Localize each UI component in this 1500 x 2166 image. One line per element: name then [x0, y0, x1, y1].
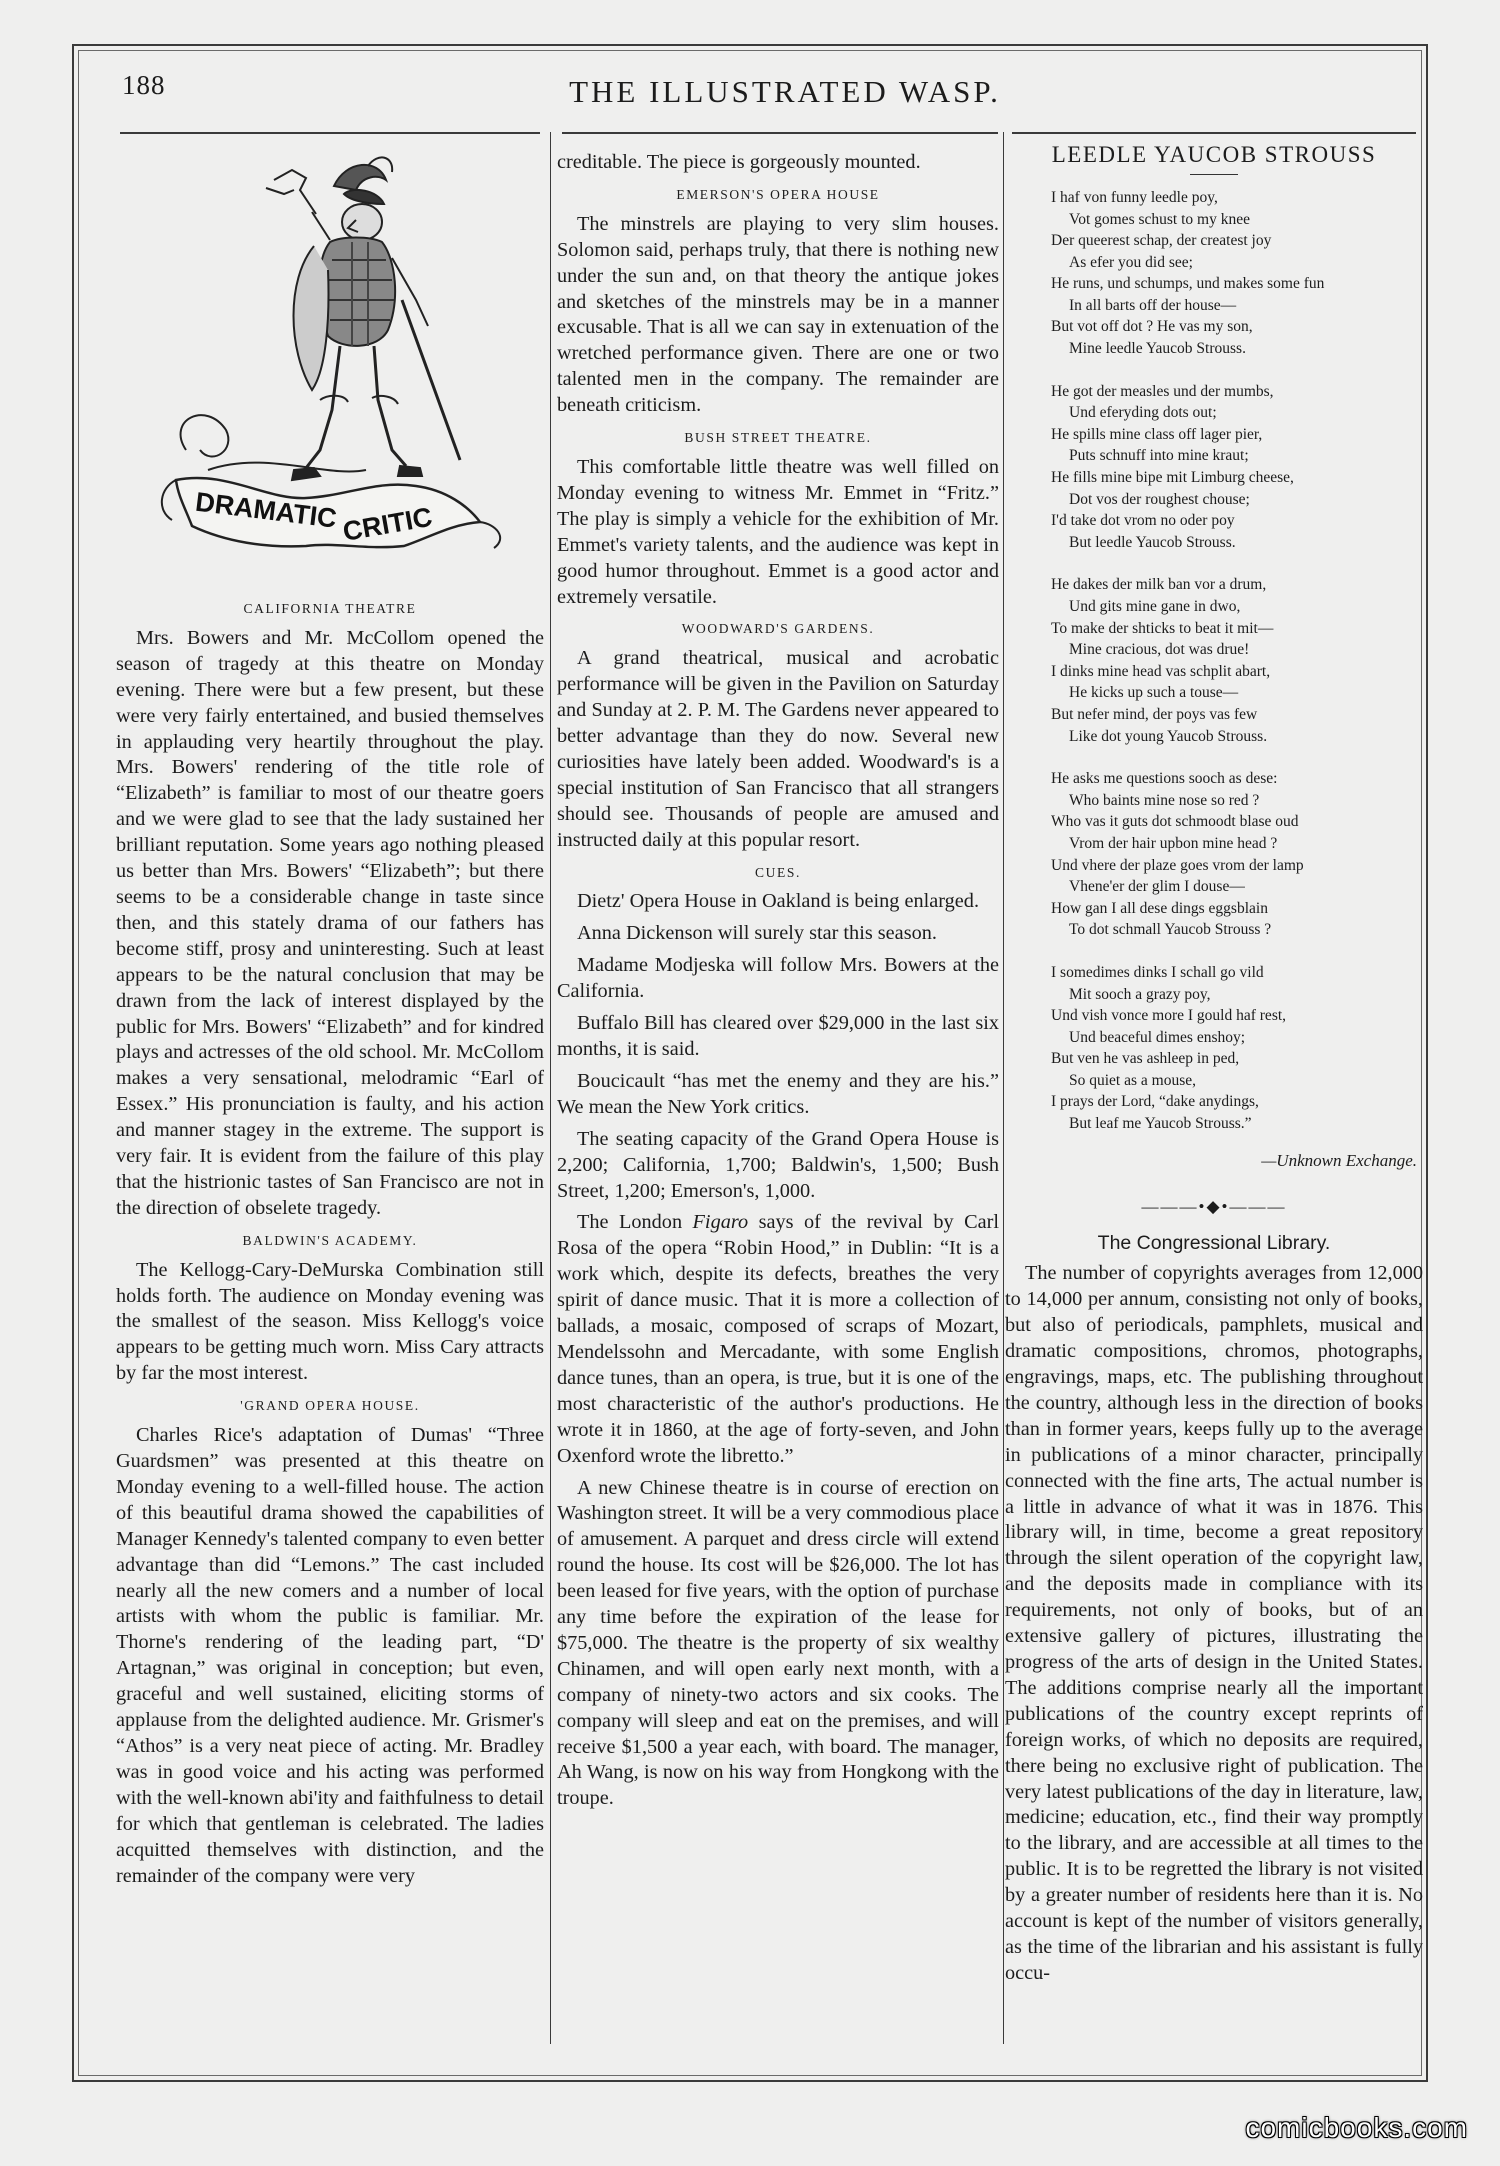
poem-line: Who baints mine nose so red ? [1069, 791, 1260, 809]
cue-item: The seating capacity of the Grand Opera House is 2,200; California, 1,700; Baldwin's, 1,500; Bush Street, 1,200; Emerson's, 1,000. [557, 1127, 999, 1202]
poem-line: Mine cracious, dot was drue! [1069, 641, 1250, 659]
jester-critic-drawing [116, 150, 544, 590]
watermark-logo: comicbooks.com [1245, 2112, 1468, 2143]
poem-stanza [1051, 768, 1423, 941]
poem-line: Like dot young Yaucob Strouss. [1069, 727, 1268, 745]
cue-item: Buffalo Bill has cleared over $29,000 in the last six months, it is said. [557, 1012, 999, 1060]
poem-line: Mit sooch a grazy poy, [1069, 985, 1211, 1003]
poem-line: But leedle Yaucob Strouss. [1069, 533, 1236, 551]
section-heading-emerson: EMERSON'S OPERA HOUSE [676, 186, 880, 202]
poem-line: Und eferyding dots out; [1069, 404, 1217, 422]
poem-line: Der queerest schap, der createst joy [1051, 232, 1272, 250]
poem-line: Und beaceful dimes enshoy; [1069, 1028, 1246, 1046]
header-rule-right [1012, 132, 1416, 134]
poem-line: I'd take dot vrom no oder poy [1051, 512, 1235, 530]
section-heading-grand-opera: 'GRAND OPERA HOUSE. [240, 1398, 420, 1414]
poem-attribution: —Unknown Exchange. [1261, 1150, 1417, 1170]
masthead-title: THE ILLUSTRATED WASP. [569, 74, 1001, 109]
poem-line: I somedimes dinks I schall go vild [1051, 963, 1264, 981]
poem-line: To dot schmall Yaucob Strouss ? [1069, 921, 1272, 939]
poem-stanza [1051, 187, 1423, 360]
column-2 [557, 150, 999, 1818]
poem-body [1005, 187, 1423, 1135]
grand-opera-review-continued: creditable. The piece is gorgeously mounted. [557, 151, 921, 173]
poem-line: Und vhere der plaze goes vrom der lamp [1051, 856, 1304, 874]
poem-line: Vrom der hair upbon mine head ? [1069, 834, 1278, 852]
cue-item-figaro [557, 1210, 999, 1469]
section-ornament: ———•◆•——— [1141, 1196, 1287, 1216]
figaro-title: Figaro [692, 1211, 749, 1234]
poem-stanza [1051, 574, 1423, 747]
page-number: 188 [122, 70, 166, 100]
header-rule-middle [562, 132, 998, 134]
bush-street-review: This comfortable little theatre was well filled on Monday evening to witness Mr. Emmet in “Fritz.” The play is simply a vehicle for the exhibition of Mr. Emmet's variety talents, and the audience was kept in good humor throughout. Emmet is a good actor and extremely versatile. [557, 455, 999, 608]
poem-line: But ven he vas ashleep in ped, [1051, 1050, 1240, 1068]
poem-line: Vot gomes schust to my knee [1069, 210, 1250, 228]
poem-line: But leaf me Yaucob Strouss.” [1069, 1115, 1252, 1133]
cue-item: Anna Dickenson will surely star this season. [577, 922, 937, 945]
banner-word-critic: CRITIC [340, 501, 435, 547]
poem-stanza [1051, 381, 1423, 554]
poem-line: Vhene'er der glim I douse— [1069, 878, 1245, 896]
cue-item: Madame Modjeska will follow Mrs. Bowers at the California. [557, 954, 999, 1003]
poem-line: He runs, und schumps, und makes some fun [1051, 275, 1325, 293]
column-divider-1 [550, 132, 551, 2044]
baldwin-academy-review: The Kellogg-Cary-DeMurska Combination still holds forth. The audience on Monday evening was the smallest of the season. Miss Kellogg's voice appears to be getting much worn. Miss Cary attracts by far the most interest. [116, 1258, 544, 1385]
poem-line: So quiet as a mouse, [1069, 1071, 1196, 1089]
congressional-library-article: The number of copyrights averages from 12,000 to 14,000 per annum, consisting not only of books, but also of periodicals, pamphlets, musical and dramatic compositions, chromos, photographs, engravings, maps, etc. The publishing throughout the country, although less in the direction of books than in former years, keeps fully up to the average in publications of a minor character, principally connected with the fine arts, The actual number is a little in advance of what it was in 1876. This library will, in time, become a great repository through the silent operation of the copyright law, and the deposits made in compliance with its requirements, not only of books, but of an extensive gallery of pictures, illustrating the progress of the arts of design in the United States. The additions comprise nearly all the important publications of the country except reprints of foreign works, of which no deposits are required, there being no exclusive right of publication. The very latest publications of the day in literature, law, medicine; education, etc., find their way promptly to the library, and are accessible at all times to the public. It is to be regretted the library is not visited by a greater number of residents here than it is. No account is kept of the number of visitors generally, as the time of the librarian and his assistant is fully occu- [1005, 1262, 1423, 1984]
section-heading-woodward: WOODWARD'S GARDENS. [681, 621, 875, 637]
section-heading-california: CALIFORNIA THEATRE [243, 601, 417, 616]
poem-line: I dinks mine head vas schplit abart, [1051, 662, 1271, 680]
poem-line: He got der measles und der mumbs, [1051, 382, 1274, 400]
section-heading-bush-street: BUSH STREET THEATRE. [684, 430, 872, 446]
poem-stanza [1051, 962, 1423, 1135]
section-heading-baldwin: BALDWIN'S ACADEMY. [242, 1232, 418, 1248]
grand-opera-review: Charles Rice's adaptation of Dumas' “Three Guardsmen” was presented at this theatre on Monday evening to a well-filled house. The action of this beautiful drama showed the capabilities of Manager Kennedy's talented company to even better advantage than did “Lemons.” The cast included nearly all the new comers and a number of local artists with whom the public is familiar. Mr. Thorne's rendering of the leading part, “D' Artagnan,” was original in conception; but even, graceful and well sustained, eliciting storms of applause from the delighted audience. Mr. Grismer's “Athos” is a very neat piece of acting. Mr. Bradley was in good voice and his acting was performed with the well-known abi'ity and faithfulness to detail for which that gentleman is celebrated. The ladies acquitted themselves with distinction, and the remainder of the company were very [116, 1424, 544, 1887]
woodward-gardens-notice: A grand theatrical, musical and acrobatic performance will be given in the Pavilion on Saturday and Sunday at 2. P. M. The Gardens never appeared to better advantage than they do now. Several new curiosities have lately been added. Woodward's is a special institution of San Francisco that all strangers should see. Thousands of people are amused and instructed daily at this popular resort. [557, 647, 999, 851]
emerson-opera-review: The minstrels are playing to very slim houses. Solomon said, perhaps truly, that there is nothing new under the sun and, on that theory the antique jokes and sketches of the minstrels may be in a manner excusable. That is all we can say in extenuation of the wretched performance given. There are one or two talented men in the company. The remainder are beneath criticism. [557, 212, 999, 417]
poem-line: He spills mine class off lager pier, [1051, 425, 1263, 443]
california-theatre-review: Mrs. Bowers and Mr. McCollom opened the season of tragedy at this theatre on Monday evening. There were but a few present, but these were very fairly entertained, and busied themselves in applauding very heartily throughout the play. Mrs. Bowers' rendering of the title role of “Elizabeth” is familiar to most of our theatre goers and we were glad to see that the lady sustained her brilliant reputation. Some years ago nothing pleased us better than Mrs. Bowers' “Elizabeth”; but there seems to be a considerable change in taste since then, and this stately drama of our fathers has become stiff, prosy and uninteresting. Such at least appears to be the natural conclusion that may be drawn from the lack of interest displayed by the public for Mrs. Bowers' “Elizabeth” and for kindred plays and actresses of the old school. Mr. McCollom makes a very sensational, melodramic “Earl of Essex.” His pronunciation is faulty, and his action and manner stagey in the extreme. The support is very fair. It is evident from the failure of this play that the histrionic tastes of San Francisco are not in the direction of obselete tragedy. [116, 626, 544, 1219]
column-3 [1005, 138, 1423, 1993]
column-divider-2 [1003, 132, 1004, 2044]
poem-line: He dakes der milk ban vor a drum, [1051, 576, 1267, 594]
poem-line: Und vish vonce more I gould haf rest, [1051, 1007, 1287, 1025]
poem-line: Mine leedle Yaucob Strouss. [1069, 340, 1246, 358]
poem-line: Puts schnuff into mine kraut; [1069, 447, 1249, 465]
poem-line: To make der shticks to beat it mit— [1051, 619, 1274, 637]
dramatic-critic-illustration [116, 150, 544, 590]
poem-line: I haf von funny leedle poy, [1051, 188, 1218, 206]
cue-text: says of the revival by Carl Rosa of the opera “Robin Hood,” in Dublin: “It is a work which, despite its defects, breathes the very spirit of dance music. That it is more a collection of ballads, a mosaic, composed of scraps of Mozart, Mendelssohn and Mercadante, with some English dance tunes, than an opera, is true, but it is one of the most characteristic of the author's productions. He wrote it in 1860, at the age of forty-seven, and John Oxenford wrote the libretto.” [557, 1211, 1000, 1467]
poem-line: He asks me questions sooch as dese: [1051, 770, 1278, 788]
poem-line: How gan I all dese dings eggsblain [1051, 899, 1268, 917]
poem-line: But vot off dot ? He vas my son, [1051, 318, 1253, 336]
page-header [110, 62, 1400, 122]
poem-line: In all barts off der house— [1069, 296, 1237, 314]
poem-line: He kicks up such a touse— [1069, 684, 1239, 702]
cue-item-chinese-theatre: A new Chinese theatre is in course of erection on Washington street. It will be a very commodious place of amusement. A parquet and dress circle will extend round the house. Its cost will be $26,000. The lot has been leased for five years, with the option of purchase any time before the expiration of the lease for $75,000. The theatre is the property of six wealthy Chinamen, and will open early next month, with a company of ninety-two actors and six cooks. The company will sleep and eat on the premises, and will receive $1,500 a year each, with board. The manager, Ah Wang, is now on his way from Hongkong with the troupe. [557, 1476, 999, 1810]
cue-item: Dietz' Opera House in Oakland is being enlarged. [577, 890, 980, 913]
poem-line: Dot vos der roughest chouse; [1069, 490, 1250, 508]
poem-title-rule [1190, 174, 1238, 175]
poem-title: LEEDLE YAUCOB STROUSS [1051, 142, 1377, 167]
poem-line: As efer you did see; [1069, 253, 1193, 271]
cue-text: The London [577, 1211, 693, 1234]
cue-item: Boucicault “has met the enemy and they are his.” We mean the New York critics. [557, 1069, 999, 1118]
section-heading-cues: CUES. [755, 864, 801, 880]
poem-line: Who vas it guts dot schmoodt blase oud [1051, 813, 1299, 831]
poem-line: Und gits mine gane in dwo, [1069, 598, 1241, 615]
poem-line: He fills mine bipe mit Limburg cheese, [1051, 469, 1294, 487]
article-title-congressional-library: The Congressional Library. [1097, 1232, 1331, 1255]
poem-line: I prays der Lord, “dake anydings, [1051, 1093, 1259, 1111]
header-rule-left [120, 132, 540, 134]
poem-line: But nefer mind, der poys vas few [1051, 705, 1258, 723]
banner-word-dramatic: DRAMATIC [193, 486, 339, 534]
column-1 [116, 150, 544, 1895]
